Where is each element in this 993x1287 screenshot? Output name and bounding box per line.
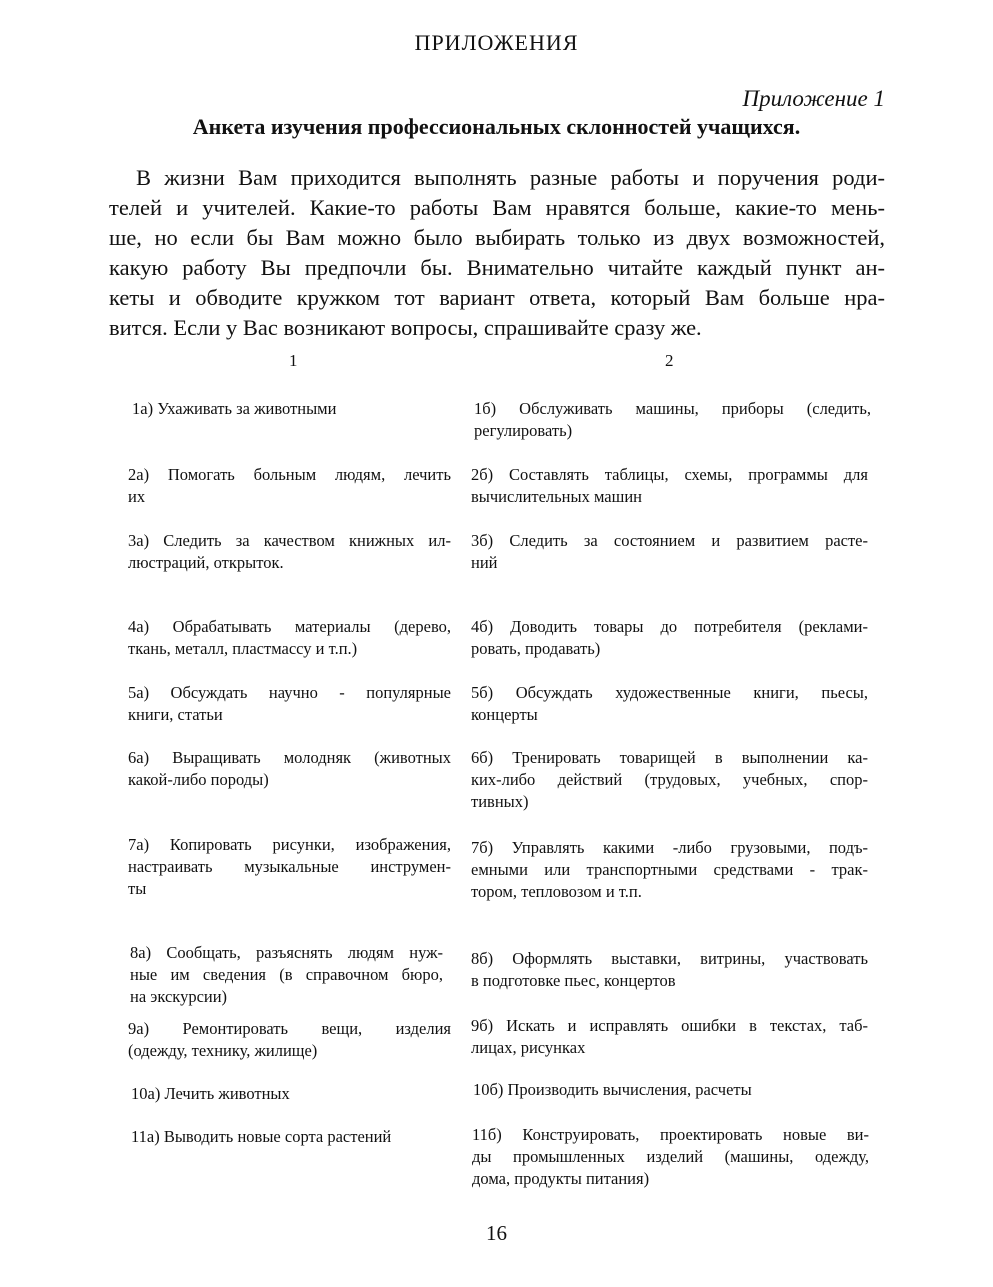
option-4a[interactable]	[128, 616, 451, 660]
intro-line: кеты и обводите кружком тот вариант ответа, который Вам больше нра-	[109, 285, 885, 310]
intro-line: В жизни Вам приходится выполнять разные работы и поручения роди-	[136, 165, 885, 190]
option-line: люстраций, открыток.	[128, 553, 284, 572]
option-1b[interactable]	[474, 398, 871, 442]
option-line: тором, тепловозом и т.п.	[471, 882, 642, 901]
option-7a[interactable]	[128, 834, 451, 900]
option-line: ды промышленных изделий (машины, одежду,	[472, 1147, 869, 1166]
option-line: их	[128, 487, 146, 506]
form-title: Анкета изучения профессиональных склонностей учащихся.	[192, 114, 801, 139]
option-9a[interactable]	[128, 1018, 451, 1062]
option-line: вычислительных машин	[471, 487, 642, 506]
option-line: концерты	[471, 705, 538, 724]
option-line: 7а) Копировать рисунки, изображения,	[128, 835, 451, 854]
option-line: (одежду, технику, жилище)	[128, 1041, 318, 1060]
option-8b[interactable]	[471, 948, 868, 992]
option-line: 5а) Обсуждать научно - популярные	[128, 683, 451, 702]
option-line: ровать, продавать)	[471, 639, 601, 658]
option-3a[interactable]	[128, 530, 451, 574]
option-2a[interactable]	[128, 464, 451, 508]
column-number-2: 2	[665, 351, 674, 370]
option-line: 11б) Конструировать, проектировать новые ви-	[472, 1125, 869, 1144]
intro-paragraph	[109, 163, 885, 343]
option-line: ные им сведения (в справочном бюро,	[130, 965, 443, 984]
option-5b[interactable]	[471, 682, 868, 726]
option-line: тивных)	[471, 792, 529, 811]
option-7b[interactable]	[471, 837, 868, 903]
column-number-1: 1	[289, 351, 298, 370]
option-6b[interactable]	[471, 747, 868, 813]
option-line: 2б) Составлять таблицы, схемы, программы для	[471, 465, 868, 484]
option-line: 4б) Доводить товары до потребителя (реклами-	[471, 617, 868, 636]
option-line: дома, продукты питания)	[472, 1169, 650, 1188]
option-1a[interactable]	[132, 398, 455, 420]
option-line: лицах, рисунках	[471, 1038, 586, 1057]
option-line: 5б) Обсуждать художественные книги, пьесы,	[471, 683, 868, 702]
appendix-label: Приложение 1	[742, 86, 885, 111]
page-number: 16	[486, 1221, 507, 1245]
option-line: 6а) Выращивать молодняк (животных	[128, 748, 451, 767]
option-11b[interactable]	[472, 1124, 869, 1190]
option-line: 11а) Выводить новые сорта растений	[131, 1127, 392, 1146]
option-4b[interactable]	[471, 616, 868, 660]
option-line: регулировать)	[474, 421, 573, 440]
option-line: ний	[471, 553, 498, 572]
option-line: емными или транспортными средствами - трак-	[471, 860, 868, 879]
option-6a[interactable]	[128, 747, 451, 791]
page-heading: ПРИЛОЖЕНИЯ	[414, 30, 579, 55]
option-line: 10а) Лечить животных	[131, 1084, 290, 1103]
option-line: 1б) Обслуживать машины, приборы (следить,	[474, 399, 871, 418]
option-line: ткань, металл, пластмассу и т.п.)	[128, 639, 358, 658]
intro-line: вится. Если у Вас возникают вопросы, спрашивайте сразу же.	[109, 315, 702, 340]
option-line: в подготовке пьес, концертов	[471, 971, 676, 990]
option-line: ких-либо действий (трудовых, учебных, спор-	[471, 770, 868, 789]
option-line: ты	[128, 879, 147, 898]
option-line: настраивать музыкальные инструмен-	[128, 857, 451, 876]
option-11a[interactable]	[131, 1126, 454, 1148]
option-line: 4а) Обрабатывать материалы (дерево,	[128, 617, 451, 636]
option-line: 7б) Управлять какими -либо грузовыми, подъ-	[471, 838, 868, 857]
option-line: 10б) Производить вычисления, расчеты	[473, 1080, 752, 1099]
option-9b[interactable]	[471, 1015, 868, 1059]
option-line: на экскурсии)	[130, 987, 228, 1006]
option-line: какой-либо породы)	[128, 770, 269, 789]
option-line: 6б) Тренировать товарищей в выполнении ка-	[471, 748, 868, 767]
option-line: 3б) Следить за состоянием и развитием расте-	[471, 531, 868, 550]
option-line: 9б) Искать и исправлять ошибки в текстах, таб-	[471, 1016, 868, 1035]
option-10b[interactable]	[473, 1079, 870, 1101]
option-line: 1а) Ухаживать за животными	[132, 399, 337, 418]
option-10a[interactable]	[131, 1083, 454, 1105]
option-line: 3а) Следить за качеством книжных ил-	[128, 531, 451, 550]
option-2b[interactable]	[471, 464, 868, 508]
option-line: 9а) Ремонтировать вещи, изделия	[128, 1019, 451, 1038]
option-line: 2а) Помогать больным людям, лечить	[128, 465, 451, 484]
option-line: 8а) Сообщать, разъяснять людям нуж-	[130, 943, 443, 962]
option-line: книги, статьи	[128, 705, 223, 724]
option-3b[interactable]	[471, 530, 868, 574]
option-5a[interactable]	[128, 682, 451, 726]
intro-line: ше, но если бы Вам можно было выбирать только из двух возможностей,	[109, 225, 885, 250]
intro-line: какую работу Вы предпочли бы. Внимательно читайте каждый пункт ан-	[109, 255, 885, 280]
intro-line: телей и учителей. Какие-то работы Вам нравятся больше, какие-то мень-	[109, 195, 885, 220]
option-8a[interactable]	[130, 942, 443, 1008]
option-line: 8б) Оформлять выставки, витрины, участвовать	[471, 949, 868, 968]
